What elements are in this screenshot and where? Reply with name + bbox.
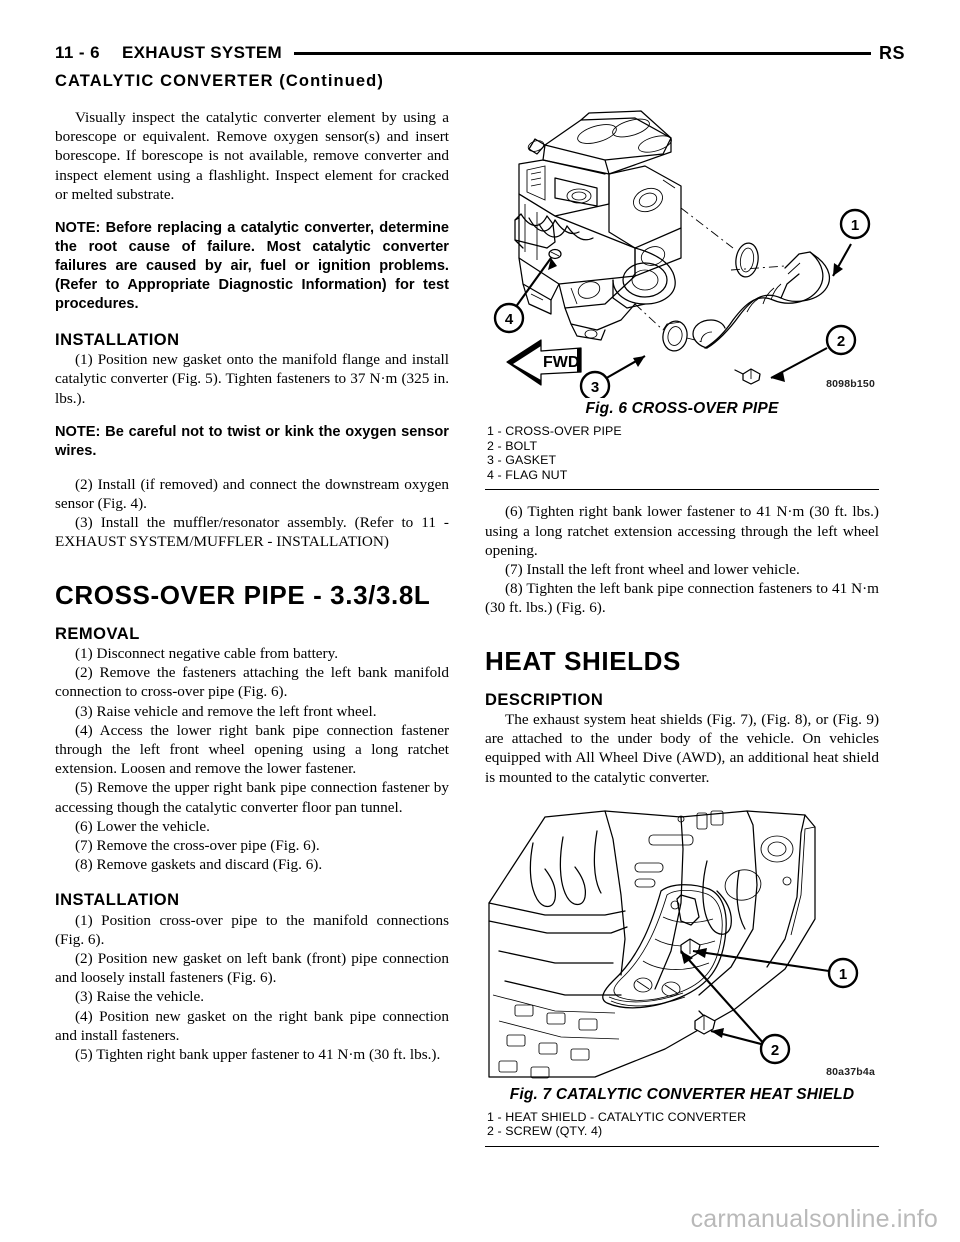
install-step-1: (1) Position new gasket onto the manifold flange and install catalytic converter (Fig. 5). Tighten fasteners to 37 N·m (325 in. lbs.).: [55, 351, 449, 407]
figure-7-artwork: [485, 799, 879, 1084]
legend-item: 2 - BOLT: [487, 438, 538, 453]
crossover-pipe-illustration: [485, 108, 879, 398]
list-item: (5) Tighten right bank upper fastener to 41 N·m (30 ft. lbs.).: [75, 1046, 441, 1064]
figure-7-callout-2: [681, 951, 789, 1063]
fwd-arrow-label: FWD: [543, 354, 580, 371]
svg-text:1: 1: [838, 965, 848, 983]
list-item: (3) Raise vehicle and remove the left front wheel.: [75, 702, 377, 720]
heat-shield-illustration: [485, 799, 879, 1084]
list-item: (2) Remove the fasteners attaching the left bank manifold connection to cross-over pipe (Fig. 6).: [55, 664, 449, 701]
figure-6-legend: [487, 424, 879, 482]
list-item: (7) Install the left front wheel and lower vehicle.: [505, 560, 800, 578]
svg-text:1: 1: [850, 217, 860, 234]
left-column: [55, 108, 449, 1064]
list-item: (1) Disconnect negative cable from battery.: [75, 645, 338, 663]
heading-installation-crossover: INSTALLATION: [55, 891, 180, 910]
site-watermark: carmanualsonline.info: [690, 1205, 938, 1233]
figure-6-callout-3: [581, 356, 645, 398]
svg-text:3: 3: [590, 379, 600, 396]
figure-6-divider: [485, 489, 879, 490]
list-item: (6) Tighten right bank lower fastener to 41 N·m (30 ft. lbs.) using a long ratchet extension accessing through the left wheel opening.: [485, 503, 879, 559]
figure-6-artwork: [485, 108, 879, 398]
list-item: (7) Remove the cross-over pipe (Fig. 6).: [75, 837, 320, 855]
figure-7-legend: [487, 1110, 879, 1139]
legend-item: 4 - FLAG NUT: [487, 467, 568, 482]
list-item: (5) Remove the upper right bank pipe connection fastener by accessing though the catalytic converter floor pan tunnel.: [55, 779, 449, 816]
heading-installation-converter: INSTALLATION: [55, 331, 180, 350]
continued-heading: CATALYTIC CONVERTER (Continued): [55, 72, 384, 90]
legend-item: 2 - SCREW (QTY. 4): [487, 1124, 603, 1139]
crossover-pipe-drawing: [693, 252, 829, 384]
list-item: (4) Position new gasket on the right bank pipe connection and install fasteners.: [55, 1007, 449, 1044]
figure-6-callout-1: [833, 210, 869, 276]
engine-assembly-drawing: [515, 111, 681, 340]
page-folio: 11 - 6: [55, 43, 100, 62]
installation-steps-continued: [485, 502, 879, 617]
legend-item: 1 - CROSS-OVER PIPE: [487, 424, 622, 438]
legend-item: 3 - GASKET: [487, 453, 557, 468]
list-item: (3) Raise the vehicle.: [75, 988, 205, 1006]
figure-7-art-code: 80a37b4a: [826, 1065, 875, 1078]
list-item: (4) Access the lower right bank pipe connection fastener through the left front wheel opening using a long ratchet extension. Loosen and remove the lower fastener.: [55, 721, 449, 778]
figure-7: [485, 799, 879, 1147]
install-step-2: (2) Install (if removed) and connect the downstream oxygen sensor (Fig. 4).: [55, 475, 449, 512]
right-column: [485, 108, 879, 1159]
list-item: (1) Position cross-over pipe to the manifold connections (Fig. 6).: [55, 911, 449, 948]
figure-7-caption: Fig. 7 CATALYTIC CONVERTER HEAT SHIELD: [509, 1085, 855, 1103]
manual-mark: RS: [878, 42, 905, 63]
gasket-drawing: [635, 208, 785, 353]
fwd-arrow-icon: [507, 340, 581, 385]
header-rule: [294, 52, 871, 55]
note-oxygen-sensor-wires: NOTE: Be careful not to twist or kink the oxygen sensor wires.: [55, 423, 449, 459]
running-head: [55, 40, 905, 66]
list-item: (6) Lower the vehicle.: [75, 817, 210, 835]
legend-item: 1 - HEAT SHIELD - CATALYTIC CONVERTER: [487, 1109, 747, 1124]
description-paragraph: The exhaust system heat shields (Fig. 7), (Fig. 8), or (Fig. 9) are attached to the under body of the vehicle. On vehicles equipped with All Wheel Dive (AWD), an additional heat shield is mounted to the catalytic converter.: [485, 711, 879, 786]
figure-7-divider: [485, 1146, 879, 1147]
note-replacing-converter: NOTE: Before replacing a catalytic converter, determine the root cause of failure. Most catalytic converter failures are caused by air, fuel or ignition problems. (Refer to Appropriate Diagnostic Information) for test procedures.: [55, 220, 449, 313]
intro-paragraph: Visually inspect the catalytic converter element by using a borescope or equivalent. Remove oxygen sensor(s) and insert borescope. If borescope is not available, remove converter and inspect element using a flashlight. Inspect element for cracked or melted substrate.: [55, 109, 449, 203]
title-crossover-pipe: CROSS-OVER PIPE - 3.3/3.8L: [55, 579, 431, 610]
section-name: EXHAUST SYSTEM: [121, 43, 282, 62]
install-step-3: (3) Install the muffler/resonator assembly. (Refer to 11 - EXHAUST SYSTEM/MUFFLER - INSTALLATION): [55, 514, 449, 551]
list-item: (8) Remove gaskets and discard (Fig. 6).: [75, 856, 323, 874]
heading-description: DESCRIPTION: [485, 690, 604, 709]
list-item: (2) Position new gasket on left bank (front) pipe connection and loosely install fasteners (Fig. 6).: [55, 950, 449, 987]
title-heat-shields: HEAT SHIELDS: [485, 645, 681, 676]
list-item: (8) Tighten the left bank pipe connection fasteners to 41 N·m (30 ft. lbs.) (Fig. 6).: [485, 580, 879, 617]
figure-6: [485, 108, 879, 490]
svg-text:4: 4: [504, 311, 514, 328]
removal-steps-list: [55, 644, 449, 874]
figure-6-callout-2: [771, 326, 855, 382]
figure-6-art-code: 8098b150: [826, 378, 875, 390]
installation-steps-list: [55, 911, 449, 1065]
svg-text:2: 2: [770, 1041, 780, 1059]
heading-removal: REMOVAL: [55, 624, 140, 643]
svg-text:2: 2: [836, 333, 846, 350]
figure-6-caption: Fig. 6 CROSS-OVER PIPE: [585, 400, 779, 417]
